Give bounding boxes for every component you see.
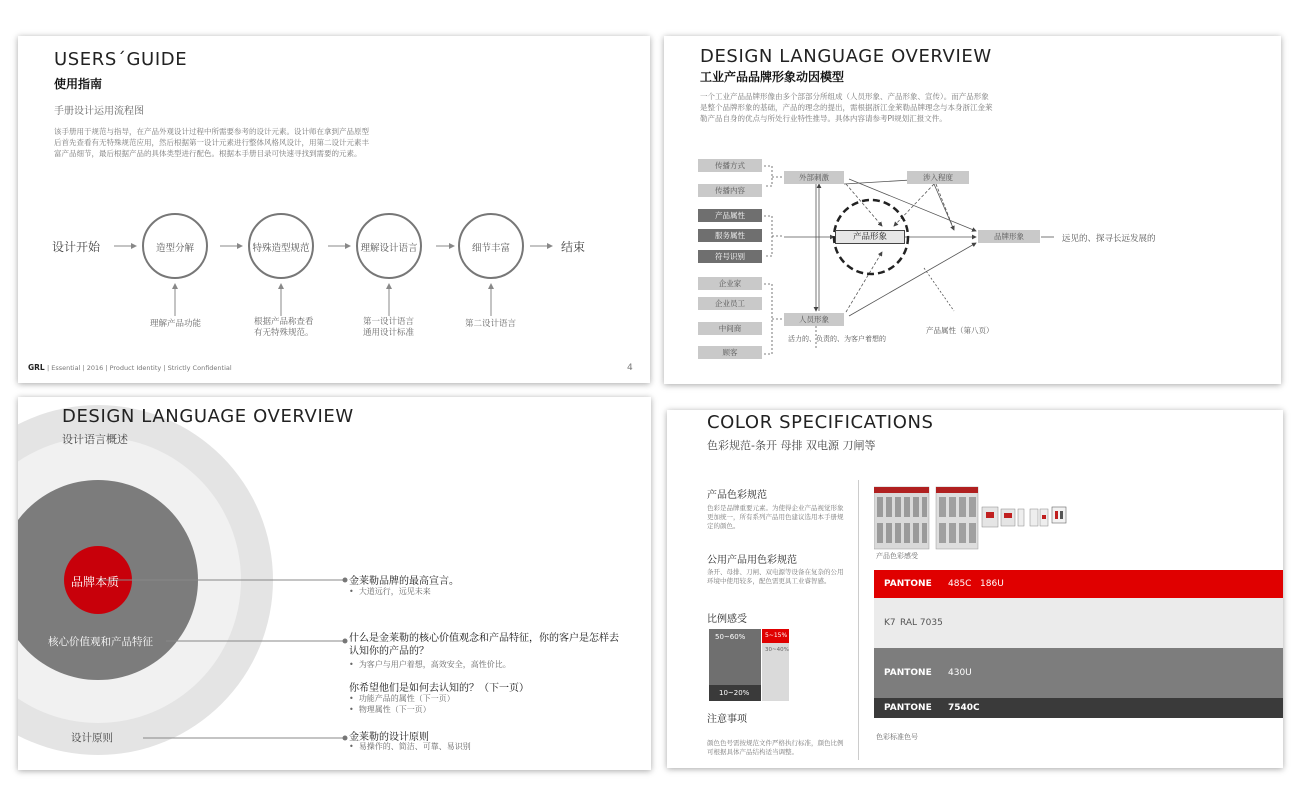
item-heading-1: 金莱勒品牌的最高宣言。 xyxy=(349,576,459,587)
swatch-mid-gray xyxy=(874,648,1283,698)
step-label-1: 造型分解 xyxy=(155,243,194,254)
staff-image-box: 人员形象 xyxy=(784,313,844,326)
product-photos xyxy=(874,485,1089,555)
swatch-light-gray xyxy=(874,598,1283,648)
item-bullet-3b-text: 物理属性（下一页） xyxy=(358,705,431,714)
external-stimulus: 外部刺激 xyxy=(784,171,844,184)
slide-users-guide xyxy=(18,36,650,383)
slide3-subtitle: 设计语言概述 xyxy=(62,433,128,446)
sec4-title: 注意事项 xyxy=(707,714,747,725)
swatch-caption: 色彩标准色号 xyxy=(876,733,918,741)
step-note-1: 理解产品功能 xyxy=(150,319,202,329)
involvement-level: 涉入程度 xyxy=(907,171,969,184)
ratio-chart xyxy=(709,629,789,701)
swatch-red xyxy=(874,570,1283,598)
slide-color-specs xyxy=(667,410,1283,768)
swatch-light-gray-label: K7 xyxy=(884,618,896,628)
swatch-mid-gray-code: 430U xyxy=(948,668,972,678)
left-item-5: 符号识别 xyxy=(698,250,762,263)
brand-note: 远见的、探寻长远发展的 xyxy=(1062,234,1156,244)
slide4-subtitle: 色彩规范-条开 母排 双电源 刀闸等 xyxy=(707,439,876,452)
ratio-light-label: 30~40% xyxy=(765,647,789,653)
swatch-dark-gray-label: PANTONE xyxy=(884,703,932,713)
left-item-6: 企业家 xyxy=(698,277,762,290)
ratio-dark xyxy=(709,685,761,701)
swatch-mid-gray-label: PANTONE xyxy=(884,668,932,678)
sec1-title: 产品色彩规范 xyxy=(707,490,767,501)
swatch-dark-gray-code: 7540C xyxy=(948,703,980,713)
item-bullet-4-text: 易操作的、简洁、可靠、易识别 xyxy=(358,742,471,751)
swatch-red-label: PANTONE xyxy=(884,579,932,589)
swatch-dark-gray xyxy=(874,698,1283,718)
item-bullet-4: • 易操作的、简洁、可靠、易识别 xyxy=(349,742,471,751)
photo-caption: 产品色彩感受 xyxy=(876,552,918,560)
flow-diagram xyxy=(18,36,650,383)
middle-label: 核心价值观和产品特征 xyxy=(48,636,153,648)
slide1-title: USERS´GUIDE xyxy=(54,49,188,70)
item-bullet-3a-text: 功能产品的属性（下一页） xyxy=(358,694,455,703)
item-heading-4: 金莱勒的设计原则 xyxy=(349,732,429,743)
step-label-4: 细节丰富 xyxy=(471,243,510,254)
slide1-section: 手册设计运用流程图 xyxy=(54,106,144,117)
left-item-3: 产品属性 xyxy=(698,209,762,222)
left-item-4: 服务属性 xyxy=(698,229,762,242)
item-bullet-1: • 大道远行，远见未来 xyxy=(349,587,431,596)
swatch-list xyxy=(874,570,1283,718)
sec3-title: 比例感受 xyxy=(707,614,747,625)
core-label: 品牌本质 xyxy=(71,575,120,589)
leader-dots xyxy=(343,578,348,741)
slide1-page-number: 4 xyxy=(627,363,633,373)
step-note-4: 第二设计语言 xyxy=(465,319,517,329)
slide-design-language xyxy=(18,397,651,770)
ratio-red xyxy=(762,629,789,643)
flow-start: 设计开始 xyxy=(52,240,101,254)
brand-image-box: 品牌形象 xyxy=(978,230,1040,243)
sec4-text: 颜色色号需按规范文件严格执行标准，颜色比例可根据具体产品结构适当调整。 xyxy=(707,739,844,756)
slide3-title: DESIGN LANGUAGE OVERVIEW xyxy=(62,406,354,427)
product-attribute-note: 产品属性（第八页） xyxy=(926,326,994,335)
item-heading-2: 什么是金莱勒的核心价值观念和产品特征，你的客户是怎样去认知你的产品的？ xyxy=(349,633,619,657)
sec2-text: 条开、母排、刀闸、双电源等设备在复杂的公用环境中使用较多，配色需更具工业睿智感。 xyxy=(707,568,844,585)
item-heading-3: 你希望他们是如何去认知的？（下一页） xyxy=(349,683,529,694)
step-label-3: 理解设计语言 xyxy=(360,243,418,254)
product-image-box: 产品形象 xyxy=(835,230,905,244)
swatch-light-gray-code: RAL 7035 xyxy=(900,618,943,628)
left-item-9: 顾客 xyxy=(698,346,762,359)
step-note-3: 第一设计语言 通用设计标准 xyxy=(363,317,415,338)
item-bullet-3a: • 功能产品的属性（下一页） xyxy=(349,694,455,703)
flow-end: 结束 xyxy=(561,240,586,254)
switchgear-cabinet-1 xyxy=(874,487,929,549)
step-note-2: 根据产品称查看有无特殊规范。 xyxy=(254,317,314,338)
left-item-7: 企业员工 xyxy=(698,297,762,310)
slide1-footer-text: | Essential | 2016 | Product Identity | Strictly Confidential xyxy=(47,364,232,372)
slide1-subtitle: 使用指南 xyxy=(54,77,103,91)
vertical-divider xyxy=(858,480,859,760)
slide4-title: COLOR SPECIFICATIONS xyxy=(707,412,934,433)
breaker-units xyxy=(982,507,1066,527)
ratio-red-label: 5~15% xyxy=(765,632,788,639)
item-bullet-2: • 为客户与用户着想，高效安全，高性价比。 xyxy=(349,660,511,669)
left-item-8: 中间商 xyxy=(698,322,762,335)
item-bullet-1-text: 大道远行，远见未来 xyxy=(358,587,431,596)
sec2-title: 公用产品用色彩规范 xyxy=(707,555,797,566)
switchgear-cabinet-2 xyxy=(936,487,978,549)
slide2-description: 一个工业产品品牌形像由多个部部分所组成（人员形象、产品形象、宣传）。而产品形象是整个品牌形象的基础，产品的理念的提出，需根据浙江金莱勒品牌理念与本身浙江金莱勒产品自身的优点与所处行业特性推导。具体内容请参考PI规划汇报文件。 xyxy=(700,92,993,123)
staff-note: 活力的、负责的、为客户着想的 xyxy=(788,335,886,343)
item-bullet-3b: • 物理属性（下一页） xyxy=(349,705,431,714)
ratio-dark-label: 10~20% xyxy=(719,689,750,697)
slide2-subtitle: 工业产品品牌形象动因模型 xyxy=(700,70,845,84)
swatch-red-code: 485C 186U xyxy=(948,579,1004,589)
ratio-main-label: 50~60% xyxy=(715,633,746,641)
slide1-description: 该手册用于规范与指导，在产品外观设计过程中所需要参考的设计元素。设计师在拿到产品原型后首先查看有无特殊规范应用，然后根据第一设计元素进行整体风格风设计，用第二设计元素丰富产品细节，最后根据产品的具体类型进行配色。根据本手册目录可快速寻找到需要的元素。 xyxy=(54,127,369,158)
ratio-main xyxy=(709,629,761,701)
left-item-1: 传播方式 xyxy=(698,159,762,172)
slide-brand-model xyxy=(664,36,1281,384)
slide1-footer-brand: GRL xyxy=(28,363,45,372)
step-label-2: 特殊造型规范 xyxy=(252,243,310,254)
outer-label: 设计原则 xyxy=(71,732,113,744)
ratio-light xyxy=(762,643,789,701)
sec1-text: 色彩是品牌重要元素。为使得企业产品视觉形象更加统一，所有系列产品用色建议选用本手册规定的颜色。 xyxy=(707,504,844,530)
slide2-title: DESIGN LANGUAGE OVERVIEW xyxy=(700,46,992,67)
item-bullet-2-text: 为客户与用户着想，高效安全，高性价比。 xyxy=(358,660,511,669)
left-item-2: 传播内容 xyxy=(698,184,762,197)
